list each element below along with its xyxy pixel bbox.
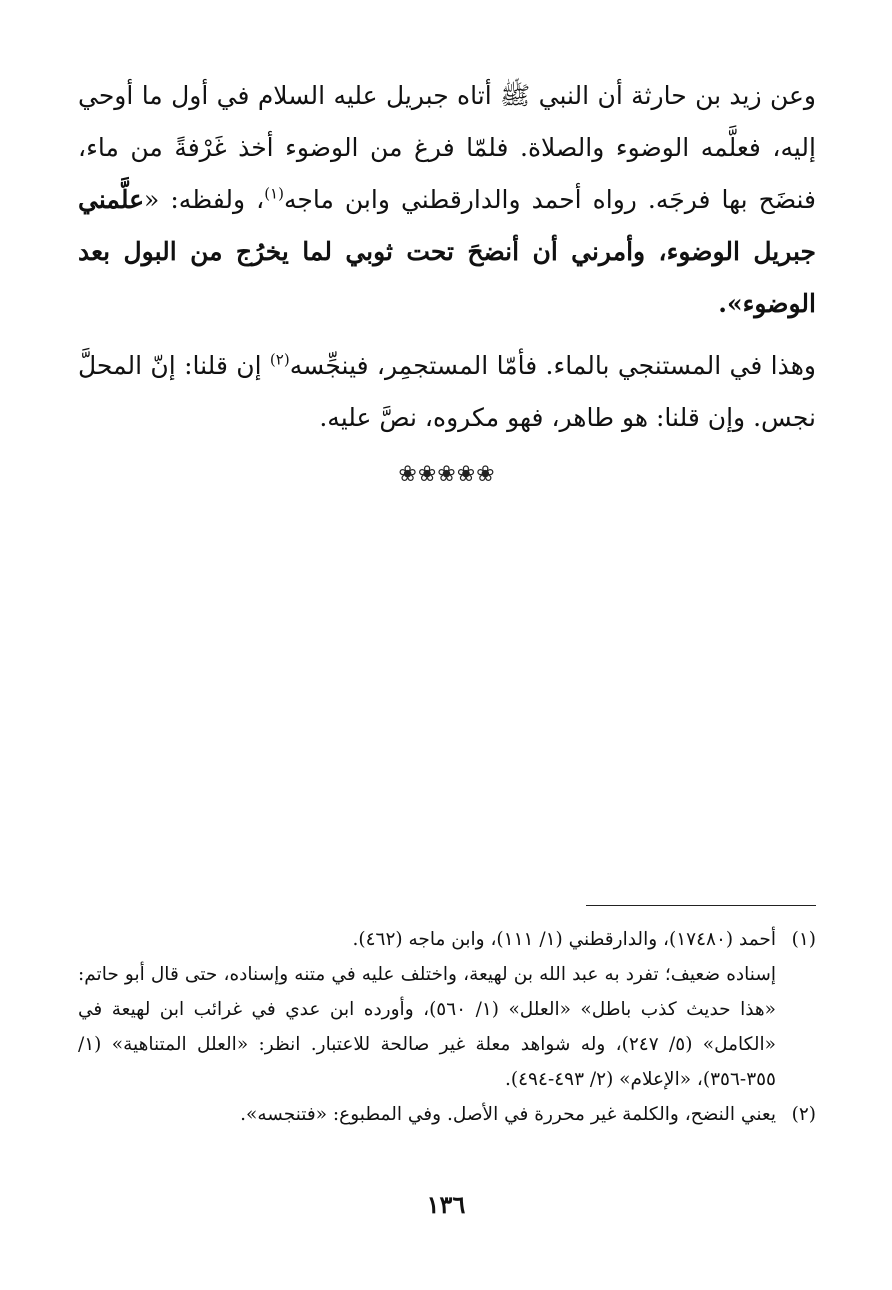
footnote-2-number: (٢) [791,1104,816,1125]
p2-text-cont: إن قلنا: إنّ المحلَّ نجس. وإن قلنا: هو طاهر، فهو مكروه، نصَّ عليه. [78,351,816,432]
p1-text-cont: ، ولفظه: « [144,185,265,214]
footnote-separator [586,905,816,906]
footnote-1-number: (١) [791,929,816,950]
footnote-ref-2[interactable]: (٢) [269,350,290,369]
p2-text: وهذا في المستنجي بالماء. فأمّا المستجمِر، فينجِّسه [289,351,817,380]
footnote-1-line-1: أحمد (١٧٤٨٠)، والدارقطني (١/ ١١١)، وابن ماجه (٤٦٢). [352,929,776,950]
hadith-quote: علَّمني جبريل الوضوء، وأمرني أن أنضحَ تحت ثوبي لما يخرُج من البول بعد الوضوء [78,185,816,318]
p1-text: وعن زيد بن حارثة أن النبي ﷺ أتاه جبريل عليه السلام في أول ما أوحي إليه، فعلَّمه الوضوء والصلاة. فلمّا فرغ من الوضوء أخذ غَرْفةً من ماء، فنضَح بها فرجَه. رواه أحمد والدارقطني وابن ماجه [78,81,816,214]
paragraph-1 [78,70,816,330]
footnotes-section [78,905,816,1132]
section-divider-ornament: ❀❀❀❀❀ [398,462,496,487]
main-text [78,70,816,487]
footnote-2-line-1: يعني النضح، والكلمة غير محررة في الأصل. وفي المطبوع: «فتنجسه». [240,1104,776,1125]
p1-end: ». [718,289,743,318]
page-number: ١٣٦ [426,1190,466,1219]
paragraph-2 [78,340,816,444]
footnote-2 [78,1097,816,1132]
footnote-1 [78,922,816,957]
footnote-1-continuation: إسناده ضعيف؛ تفرد به عبد الله بن لهيعة، واختلف عليه في متنه وإسناده، حتى قال أبو حاتم: «هذا حديث كذب باطل» «العلل» (١/ ٥٦٠)، وأورده ابن عدي في غرائب ابن لهيعة في «الكامل» (٥/ ٢٤٧)، وله شواهد معلة غير صالحة للاعتبار. انظر: «العلل المتناهية» (١/ ٣٥٥-٣٥٦)، «الإعلام» (٢/ ٤٩٣-٤٩٤). [78,964,776,1090]
footnote-ref-1[interactable]: (١) [264,184,284,203]
